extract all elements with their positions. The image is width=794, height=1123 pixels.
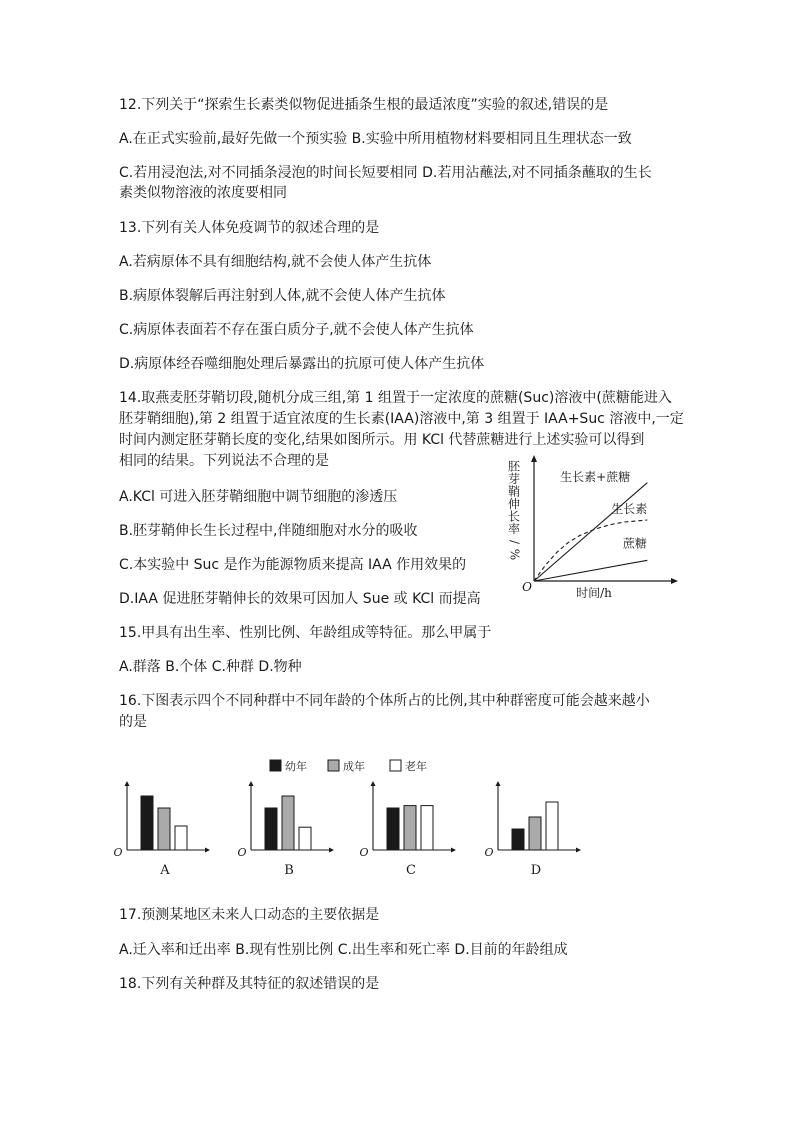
q12-options-cd-line1: C.若用浸泡法,对不同插条浸泡的时间长短要相同 D.若用沾蘸法,对不同插条蘸取的生长 bbox=[119, 165, 652, 181]
panel-x-axis-arrow bbox=[451, 848, 456, 853]
q14-option-d: D.IAA 促进胚芽鞘伸长的效果可因加人 Sue 或 KCl 而提高 bbox=[119, 591, 481, 607]
q13-option-b: B.病原体裂解后再注射到人体,就不会使人体产生抗体 bbox=[119, 288, 446, 304]
bar-C-1 bbox=[404, 806, 416, 850]
y-axis-title-char: 芽 bbox=[507, 472, 521, 486]
panel-y-axis-arrow bbox=[371, 781, 376, 786]
bar-A-2 bbox=[175, 826, 187, 850]
bar-D-1 bbox=[529, 817, 541, 850]
panel-origin-label: O bbox=[113, 846, 123, 859]
series-label-1: 生长素 bbox=[611, 502, 648, 517]
bar-D-0 bbox=[512, 829, 524, 850]
q14-stem-line2: 胚芽鞘细胞),第 2 组置于适宜浓度的生长素(IAA)溶液中,第 3 组置于 IAA+Suc 溶液中,一定 bbox=[119, 411, 684, 427]
bar-chart-panels bbox=[113, 781, 581, 878]
growth-rate-line-chart bbox=[500, 455, 680, 605]
y-axis-title-char: 长 bbox=[507, 509, 521, 524]
q13-option-a: A.若病原体不具有细胞结构,就不会使人体产生抗体 bbox=[119, 254, 432, 270]
q12-options-cd-line2: 素类似物溶液的浓度要相同 bbox=[119, 185, 287, 201]
q17-stem: 17.预测某地区未来人口动态的主要依据是 bbox=[119, 907, 380, 923]
age-structure-bar-charts bbox=[115, 752, 595, 882]
panel-B bbox=[237, 781, 334, 878]
q12-options-ab: A.在正式实验前,最好先做一个预实验 B.实验中所用植物材料要相同且生理状态一致 bbox=[119, 131, 632, 147]
y-axis-title-char: 胚 bbox=[507, 459, 521, 474]
q14-option-c: C.本实验中 Suc 是作为能源物质来提高 IAA 作用效果的 bbox=[119, 557, 467, 573]
y-axis-title-char: % bbox=[507, 548, 522, 561]
q13-option-c: C.病原体表面若不存在蛋白质分子,就不会使人体产生抗体 bbox=[119, 322, 474, 338]
q14-stem-line1: 14.取燕麦胚芽鞘切段,随机分成三组,第 1 组置于一定浓度的蔗糖(Suc)溶液中(蔗糖能进入 bbox=[119, 390, 672, 406]
q17-options: A.迁入率和迁出率 B.现有性别比例 C.出生率和死亡率 D.目前的年龄组成 bbox=[119, 942, 568, 958]
y-axis-title-char: / bbox=[507, 539, 522, 545]
y-axis-title-char: 鞘 bbox=[507, 484, 521, 499]
x-axis-arrow bbox=[671, 578, 678, 584]
q14-option-b: B.胚芽鞘伸长生长过程中,伴随细胞对水分的吸收 bbox=[119, 523, 418, 539]
q14-stem-line4: 相同的结果。下列说法不合理的是 bbox=[119, 453, 329, 469]
legend-swatch-1 bbox=[328, 760, 339, 771]
panel-C bbox=[359, 781, 456, 878]
q14-option-a: A.KCl 可进入胚芽鞘细胞中调节细胞的渗透压 bbox=[119, 489, 398, 505]
legend-label-1: 成年 bbox=[343, 760, 365, 773]
bar-B-0 bbox=[265, 808, 277, 850]
legend-swatch-2 bbox=[390, 760, 401, 771]
panel-y-axis-arrow bbox=[125, 781, 130, 786]
legend-swatch-0 bbox=[270, 760, 281, 771]
x-axis-title: 时间/h bbox=[576, 586, 612, 600]
q13-stem: 13.下列有关人体免疫调节的叙述合理的是 bbox=[119, 220, 380, 236]
bar-B-2 bbox=[299, 827, 311, 850]
panel-label: A bbox=[160, 863, 170, 878]
panel-x-axis-arrow bbox=[205, 848, 210, 853]
line-chart-labels bbox=[508, 460, 648, 601]
panel-label: D bbox=[530, 863, 542, 878]
y-axis-title-char: 率 bbox=[507, 522, 521, 536]
bar-D-2 bbox=[546, 802, 558, 850]
q14-stem-line3: 时间内测定胚芽鞘长度的变化,结果如图所示。用 KCl 代替蔗糖进行上述实验可以得到 bbox=[119, 432, 645, 448]
q15-options: A.群落 B.个体 C.种群 D.物种 bbox=[119, 659, 302, 675]
panel-x-axis-arrow bbox=[329, 848, 334, 853]
panel-label: B bbox=[284, 863, 294, 878]
panel-D bbox=[484, 781, 581, 878]
series-line-2 bbox=[534, 560, 647, 581]
panel-x-axis-arrow bbox=[576, 848, 581, 853]
q16-stem-line1: 16.下图表示四个不同种群中不同年龄的个体所占的比例,其中种群密度可能会越来越小 bbox=[119, 693, 650, 709]
panel-A bbox=[113, 781, 210, 878]
panel-y-axis-arrow bbox=[496, 781, 501, 786]
legend-label-0: 幼年 bbox=[285, 760, 307, 773]
series-label-0: 生长素+蔗糖 bbox=[560, 469, 631, 484]
bar-A-1 bbox=[158, 808, 170, 850]
panel-origin-label: O bbox=[484, 846, 494, 859]
panel-origin-label: O bbox=[359, 846, 369, 859]
panel-y-axis-arrow bbox=[249, 781, 254, 786]
q18-stem: 18.下列有关种群及其特征的叙述错误的是 bbox=[119, 976, 380, 992]
bar-C-0 bbox=[387, 808, 399, 850]
q15-stem: 15.甲具有出生率、性别比例、年龄组成等特征。那么甲属于 bbox=[119, 625, 492, 641]
q16-stem-line2: 的是 bbox=[119, 714, 147, 730]
bar-A-0 bbox=[141, 796, 153, 850]
bar-B-1 bbox=[282, 796, 294, 850]
q12-stem: 12.下列关于“探索生长素类似物促进插条生根的最适浓度”实验的叙述,错误的是 bbox=[119, 97, 609, 113]
panel-origin-label: O bbox=[237, 846, 247, 859]
bar-chart-legend bbox=[270, 759, 427, 773]
series-label-2: 蔗糖 bbox=[622, 536, 647, 551]
series-line-0 bbox=[534, 483, 647, 581]
origin-label: O bbox=[522, 580, 532, 594]
legend-label-2: 老年 bbox=[405, 760, 427, 773]
q13-option-d: D.病原体经吞噬细胞处理后暴露出的抗原可使人体产生抗体 bbox=[119, 356, 485, 372]
panel-label: C bbox=[406, 863, 416, 878]
y-axis-arrow bbox=[531, 455, 537, 462]
bar-C-2 bbox=[421, 806, 433, 850]
line-chart-series bbox=[534, 483, 647, 581]
y-axis-title-char: 伸 bbox=[507, 497, 521, 511]
